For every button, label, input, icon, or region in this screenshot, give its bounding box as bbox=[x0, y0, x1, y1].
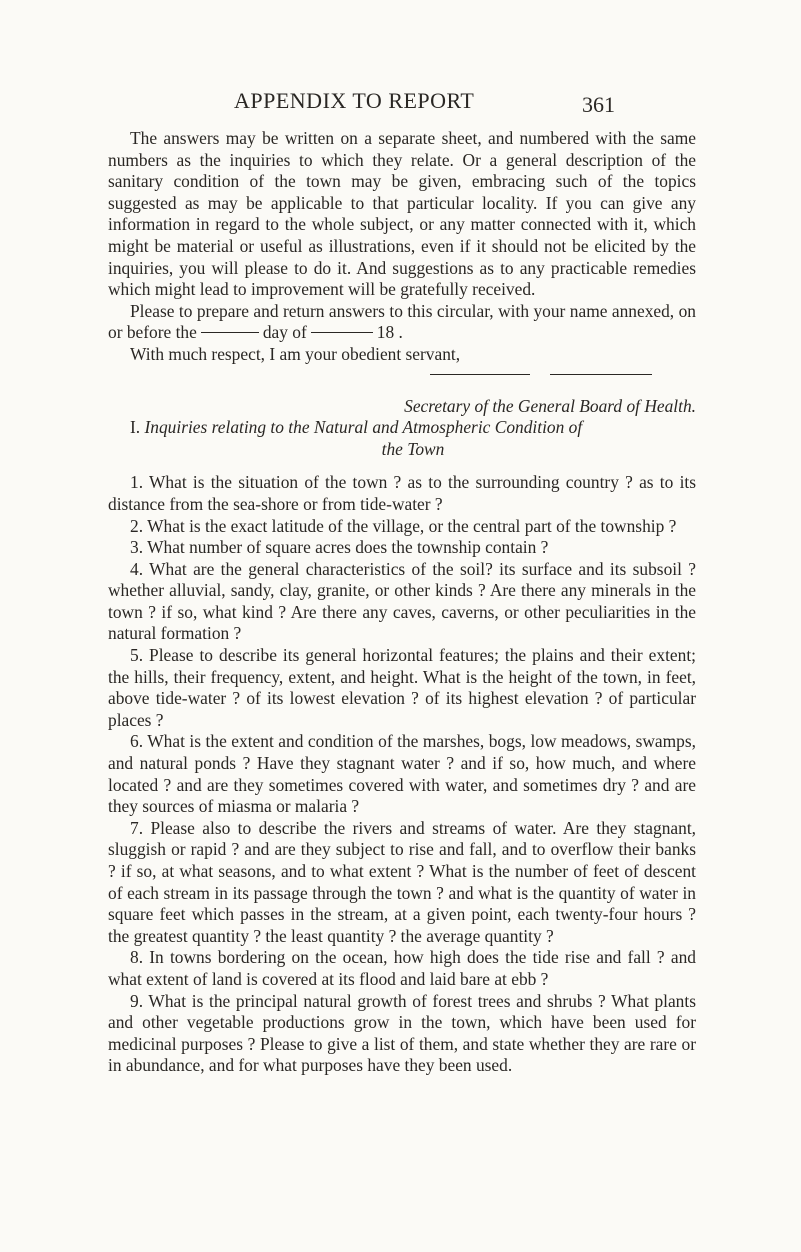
inquiry-text: What are the general characteristics of the soil? its surface and its subsoil ? whether alluvial, sandy, clay, granite, or other kinds ? Are there any minerals in the town ? if so, what kind ? Are there any caves, caverns, or other peculiarities in the natural formation ? bbox=[108, 558, 696, 644]
month-blank bbox=[311, 332, 373, 333]
inquiry-text: What is the extent and condition of the marshes, bogs, low meadows, swamps, and natural ponds ? Have they stagnant water ? and if so, how much, and where located ? and are they sometimes covered with water, and sometimes dry ? and are they sources of miasma or malaria ? bbox=[108, 731, 696, 817]
signature-line: Secretary of the General Board of Health. bbox=[404, 395, 696, 416]
page-number: 361 bbox=[582, 92, 615, 117]
inquiry-text: In towns bordering on the ocean, how high does the tide rise and fall ? and what extent of land is covered at its flood and laid bare at ebb ? bbox=[108, 947, 696, 989]
inquiry-item bbox=[108, 472, 696, 515]
inquiry-number: 2. bbox=[130, 515, 144, 536]
inquiry-text: Please to describe its general horizontal features; the plains and their extent; the hills, their frequency, extent, and height. What is the height of the town, in feet, above tide-water ? of its lowest elevation ? of its highest elevation ? of particular places ? bbox=[108, 645, 696, 730]
inquiry-number: 3. bbox=[130, 537, 144, 558]
inquiry-number: 6. bbox=[130, 731, 144, 752]
section-title-line2: the Town bbox=[381, 438, 445, 459]
inquiry-number: 1. bbox=[130, 472, 144, 493]
page-body bbox=[108, 128, 696, 1077]
inquiry-item bbox=[108, 559, 696, 645]
inquiry-item bbox=[108, 947, 696, 990]
inquiry-item bbox=[108, 645, 696, 731]
inquiry-item bbox=[108, 991, 696, 1077]
section-number: I. bbox=[130, 417, 141, 438]
signature-rules bbox=[108, 374, 696, 396]
inquiry-item bbox=[108, 537, 696, 559]
inquiry-text: What is the principal natural growth of forest trees and shrubs ? What plants and other vegetable productions grow in the town, which have been used for medicinal purposes ? Please to give a list of them, and state whether they are rare or in abundance, and for what purposes have they been used. bbox=[108, 990, 696, 1076]
section-heading bbox=[108, 417, 696, 460]
return-instructions bbox=[108, 301, 696, 344]
inquiry-item bbox=[108, 516, 696, 538]
inquiry-item bbox=[108, 731, 696, 817]
inquiry-text: Please also to describe the rivers and streams of water. Are they stagnant, sluggish or rapid ? and are they subject to rise and fall, and to overflow their banks ? if so, at what seasons, and to what extent ? What is the number of feet of descent of each stream in its passage through the town ? and what is the quantity of water in square feet which passes in the stream, at a given point, each twenty-four hours ? the greatest quantity ? the least quantity ? the average quantity ? bbox=[108, 817, 696, 946]
inquiry-text: What is the situation of the town ? as to the surrounding country ? as to its distance from the sea-shore or from tide-water ? bbox=[108, 472, 696, 514]
inquiry-item bbox=[108, 818, 696, 948]
inquiry-number: 7. bbox=[130, 817, 144, 838]
return-instructions-part3: 18 . bbox=[376, 322, 403, 343]
inquiry-text: What is the exact latitude of the village, or the central part of the township ? bbox=[147, 515, 677, 536]
intro-paragraph: The answers may be written on a separate sheet, and numbered with the same numbers as the inquiries to which they relate. Or a general description of the sanitary condition of the town may be given, embracing such of the topics suggested as may be applicable to that particular locality. If you can give any information in regard to the whole subject, or any matter connected with it, which might be material or useful as illustrations, even if it should not be elicited by the inquiries, you will please to do it. And suggestions as to any practicable remedies which might lead to improvement will be gratefully received. bbox=[108, 128, 696, 300]
signature-rule-right bbox=[550, 374, 652, 375]
return-instructions-part2: day of bbox=[262, 322, 307, 343]
inquiry-number: 4. bbox=[130, 558, 144, 579]
inquiry-text: What number of square acres does the township contain ? bbox=[147, 537, 549, 558]
date-blank bbox=[201, 332, 259, 333]
inquiry-number: 8. bbox=[130, 947, 144, 968]
inquiry-number: 9. bbox=[130, 990, 144, 1011]
closing-line: With much respect, I am your obedient servant, bbox=[130, 343, 461, 364]
inquiry-list bbox=[108, 472, 696, 1077]
inquiry-number: 5. bbox=[130, 645, 144, 666]
running-head bbox=[0, 88, 801, 122]
return-instructions-part1: Please to prepare and return answers to this circular, with your name annexed, on or before the bbox=[108, 300, 696, 343]
signature-rule-left bbox=[430, 374, 530, 375]
running-head-title: APPENDIX TO REPORT bbox=[234, 88, 475, 113]
section-title-line1: Inquiries relating to the Natural and Atmospheric Condition of bbox=[144, 417, 583, 438]
